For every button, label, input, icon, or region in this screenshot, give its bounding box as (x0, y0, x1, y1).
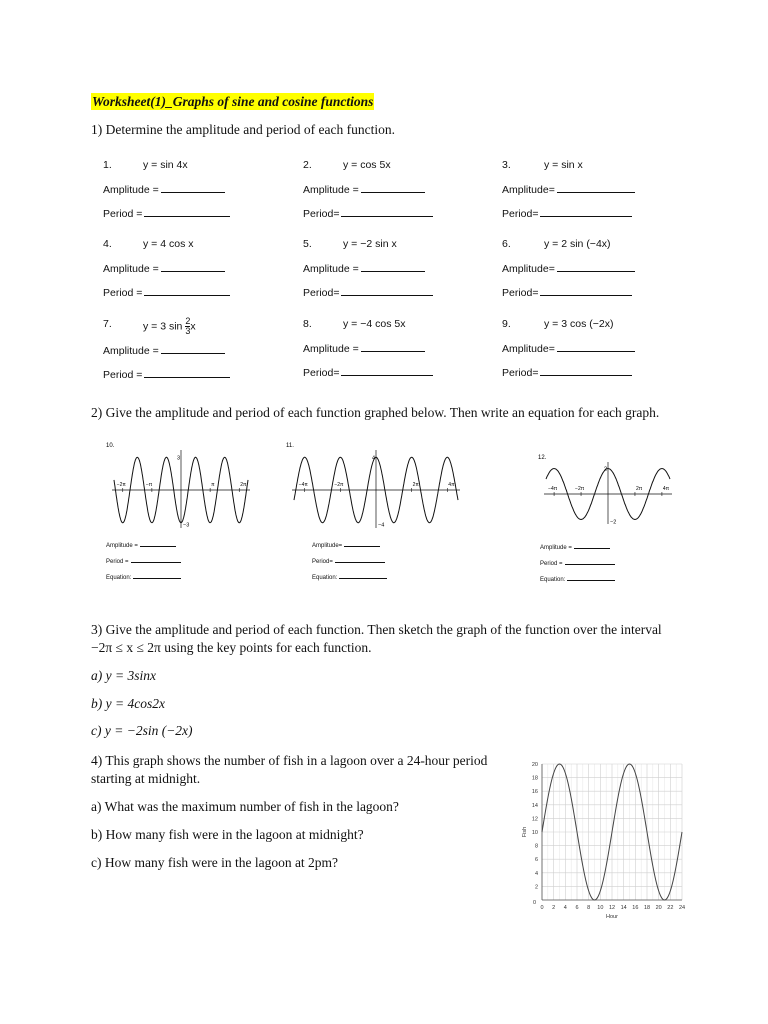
x-tick-label: 4π (448, 482, 455, 488)
amplitude-label: Amplitude = (303, 263, 359, 275)
period-line (502, 285, 632, 300)
period-answer-blank[interactable] (335, 556, 385, 563)
x-tick-label: 2 (552, 905, 556, 911)
item-number: 9. (502, 318, 511, 330)
period-label: Period= (502, 367, 539, 379)
x-tick-label: −2π (334, 482, 344, 488)
amplitude-line: Amplitude = (106, 540, 181, 556)
period-line (103, 285, 230, 300)
equation-answer-blank[interactable] (339, 572, 387, 579)
item-4 (103, 237, 253, 303)
y-label: −4 (378, 522, 385, 529)
fish-chart (512, 752, 692, 924)
amplitude-label: Amplitude= (502, 343, 555, 355)
amplitude-line: Amplitude= (312, 540, 387, 556)
x-tick-label: 10 (597, 905, 604, 911)
item-equation: y = 3 sin $\frac{2}{3}$ x (143, 316, 196, 336)
graph-number: 12. (538, 455, 547, 461)
period-answer-blank[interactable] (341, 206, 433, 217)
x-tick-label: 18 (643, 905, 651, 911)
x-tick-label: −4π (298, 482, 308, 488)
x-tick-label: −π (145, 482, 153, 488)
amplitude-answer-blank[interactable] (557, 182, 635, 193)
item-equation: y = 3 cos (−2x) (544, 318, 614, 330)
x-tick-label: 8 (587, 905, 591, 911)
x-tick-label: 6 (575, 905, 579, 911)
origin-label: 0 (532, 900, 536, 906)
item-number: 1. (103, 159, 112, 171)
item-7 (103, 317, 253, 383)
y-tick-label: 4 (534, 870, 538, 877)
amplitude-line (103, 343, 225, 358)
section3-part-b: b) y = 4cos2x (91, 696, 165, 711)
amplitude-label: Amplitude = (303, 184, 359, 196)
y-label: −3 (183, 522, 190, 529)
equation-line: Equation: (106, 572, 181, 582)
amplitude-answer-blank[interactable] (361, 341, 425, 352)
x-tick-label: 24 (678, 905, 686, 911)
period-line: Period= (312, 556, 387, 572)
x-tick-label: 4 (563, 905, 567, 911)
graph-answer-lines (540, 542, 615, 584)
section3-part-a: a) y = 3sinx (91, 668, 156, 683)
period-line (103, 206, 230, 221)
y-tick-label: 10 (531, 830, 538, 836)
period-answer-blank[interactable] (540, 206, 632, 217)
period-answer-blank[interactable] (540, 365, 632, 376)
period-label: Period= (502, 208, 539, 220)
amplitude-line (502, 261, 635, 276)
y-label: 3 (177, 455, 181, 462)
x-tick-label: 16 (632, 905, 639, 911)
y-tick-label: 6 (534, 857, 538, 864)
x-tick-label: −4π (548, 486, 558, 492)
period-line (303, 285, 433, 300)
section4-question-c: c) How many fish were in the lagoon at 2pm? (91, 855, 339, 870)
amplitude-line (103, 261, 225, 276)
item-6 (502, 237, 652, 303)
y-label: 2 (604, 466, 608, 473)
y-tick-label: 8 (534, 843, 538, 850)
amplitude-answer-blank[interactable] (574, 542, 610, 549)
x-tick-label: 12 (608, 905, 616, 911)
period-answer-blank[interactable] (131, 556, 181, 563)
period-answer-blank[interactable] (540, 285, 632, 296)
period-label: Period= (303, 208, 340, 220)
x-axis-label: Hour (606, 914, 618, 920)
amplitude-line (502, 341, 635, 356)
item-equation: y = 2 sin (−4x) (544, 238, 611, 250)
period-line (502, 365, 632, 380)
y-tick-label: 20 (531, 762, 538, 768)
x-tick-label: π (211, 482, 215, 488)
period-answer-blank[interactable] (565, 558, 615, 565)
item-5 (303, 237, 453, 303)
x-tick-label: 22 (667, 905, 674, 911)
x-tick-label: −2π (116, 482, 126, 488)
period-line (303, 365, 433, 380)
period-line (303, 206, 433, 221)
graph-12 (538, 452, 678, 532)
x-tick-label: 2π (635, 486, 643, 492)
item-9 (502, 317, 652, 383)
item-equation: y = sin 4x (143, 159, 188, 171)
y-tick-label: 16 (531, 789, 538, 796)
period-answer-blank[interactable] (144, 206, 230, 217)
amplitude-line (502, 182, 635, 197)
amplitude-label: Amplitude = (103, 263, 159, 275)
section4-prompt-line2: starting at midnight. (91, 771, 201, 786)
x-tick-label: 0 (540, 905, 544, 911)
x-tick-label: −2π (575, 486, 585, 492)
x-tick-label: 2π (240, 482, 247, 488)
amplitude-line (303, 261, 425, 276)
y-axis-label: Fish (522, 826, 528, 838)
section4-prompt-line1: 4) This graph shows the number of fish in a lagoon over a 24-hour period (91, 753, 488, 768)
item-number: 6. (502, 238, 511, 250)
graph-answer-lines (312, 540, 387, 582)
item-2 (303, 158, 453, 224)
item-equation: y = sin x (544, 159, 583, 171)
x-tick-label: 20 (655, 905, 662, 911)
y-tick-label: 18 (531, 775, 538, 782)
y-tick-label: 2 (534, 884, 538, 891)
item-1 (103, 158, 253, 224)
section2-prompt: 2) Give the amplitude and period of each function graphed below. Then write an equation for each graph. (91, 405, 660, 420)
section3-prompt-line2: −2π ≤ x ≤ 2π using the key points for each function. (91, 640, 372, 655)
amplitude-answer-blank[interactable] (557, 261, 635, 272)
amplitude-label: Amplitude= (502, 184, 555, 196)
y-label: −2 (610, 519, 617, 526)
graph-number: 11. (286, 443, 294, 449)
graph-number: 10. (106, 443, 115, 449)
equation-line: Equation: (312, 572, 387, 582)
y-label: 4 (372, 455, 376, 462)
period-label: Period = (103, 208, 143, 220)
amplitude-label: Amplitude = (303, 343, 359, 355)
period-label: Period= (303, 287, 340, 299)
amplitude-label: Amplitude = (103, 345, 159, 357)
period-label: Period= (303, 367, 340, 379)
amplitude-line (303, 182, 425, 197)
amplitude-line: Amplitude = (540, 542, 615, 558)
item-equation: y = 4 cos x (143, 238, 194, 250)
item-equation: y = −2 sin x (343, 238, 397, 250)
equation-answer-blank[interactable] (133, 572, 181, 579)
period-line (502, 206, 632, 221)
amplitude-line (303, 341, 425, 356)
graph-11 (286, 440, 466, 536)
section4-question-a: a) What was the maximum number of fish in the lagoon? (91, 799, 399, 814)
worksheet-title: Worksheet(1)_Graphs of sine and cosine functions (92, 94, 374, 109)
period-answer-blank[interactable] (341, 365, 433, 376)
amplitude-answer-blank[interactable] (344, 540, 380, 547)
x-tick-label: 2π (412, 482, 419, 488)
graph-answer-lines (106, 540, 181, 582)
equation-answer-blank[interactable] (567, 574, 615, 581)
equation-line: Equation: (540, 574, 615, 584)
item-number: 4. (103, 238, 112, 250)
period-answer-blank[interactable] (341, 285, 433, 296)
fraction: $\frac{2}{3}$ (185, 316, 191, 336)
period-line: Period = (540, 558, 615, 574)
section3-prompt-line1: 3) Give the amplitude and period of each function. Then sketch the graph of the function over the interval (91, 622, 662, 637)
item-3 (502, 158, 652, 224)
period-answer-blank[interactable] (144, 367, 230, 378)
x-tick-label: 4π (662, 486, 670, 492)
period-label: Period = (103, 369, 143, 381)
amplitude-label: Amplitude = (103, 184, 159, 196)
section1-prompt: 1) Determine the amplitude and period of each function. (91, 122, 396, 137)
amplitude-answer-blank[interactable] (140, 540, 176, 547)
section4-question-b: b) How many fish were in the lagoon at midnight? (91, 827, 364, 842)
x-tick-label: 14 (620, 905, 627, 911)
amplitude-answer-blank[interactable] (557, 341, 635, 352)
period-line: Period = (106, 556, 181, 572)
amplitude-answer-blank[interactable] (161, 261, 225, 272)
item-equation: y = −4 cos 5x (343, 318, 406, 330)
period-answer-blank[interactable] (144, 285, 230, 296)
period-label: Period= (502, 287, 539, 299)
amplitude-answer-blank[interactable] (361, 182, 425, 193)
amplitude-answer-blank[interactable] (161, 343, 225, 354)
period-label: Period = (103, 287, 143, 299)
y-tick-label: 14 (531, 802, 538, 809)
y-tick-label: 12 (531, 816, 538, 823)
item-number: 3. (502, 159, 511, 171)
item-number: 5. (303, 238, 312, 250)
period-line (103, 367, 230, 382)
item-equation: y = cos 5x (343, 159, 391, 171)
item-number: 2. (303, 159, 312, 171)
amplitude-answer-blank[interactable] (361, 261, 425, 272)
graph-10 (106, 440, 256, 536)
item-8 (303, 317, 453, 383)
item-number: 8. (303, 318, 312, 330)
amplitude-answer-blank[interactable] (161, 182, 225, 193)
section3-part-c: c) y = −2sin (−2x) (91, 723, 193, 738)
item-number: 7. (103, 318, 112, 330)
amplitude-label: Amplitude= (502, 263, 555, 275)
amplitude-line (103, 182, 225, 197)
